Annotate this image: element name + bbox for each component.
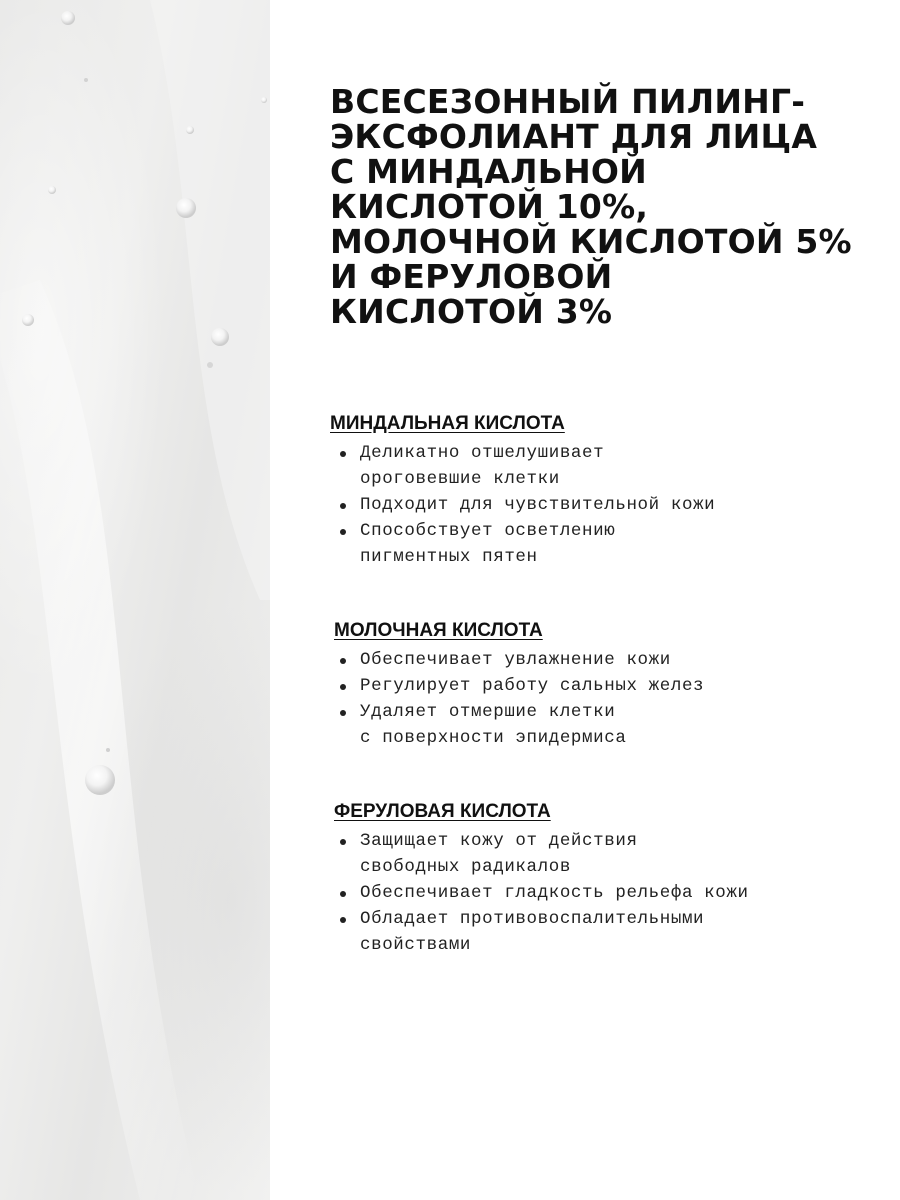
bullet-icon <box>340 891 346 897</box>
product-title <box>330 82 852 331</box>
title-line: КИСЛОТОЙ 3% <box>330 292 613 331</box>
section-lactic-acid <box>330 619 704 751</box>
benefit-list <box>330 440 715 570</box>
benefit-list <box>330 828 749 958</box>
title-line: КИСЛОТОЙ 10%, <box>330 187 649 226</box>
bullet-icon <box>340 917 346 923</box>
section-heading: МОЛОЧНАЯ КИСЛОТА <box>334 620 543 641</box>
list-item: Обладает противовоспалительными свойствами <box>330 906 749 958</box>
section-ferulic-acid <box>330 800 749 958</box>
title-line: С МИНДАЛЬНОЙ <box>330 152 647 191</box>
title-line: И ФЕРУЛОВОЙ <box>330 257 613 296</box>
list-item: Регулирует работу сальных желез <box>330 673 704 699</box>
list-item: Обеспечивает гладкость рельефа кожи <box>330 880 749 906</box>
benefit-list <box>330 647 704 751</box>
bullet-icon <box>340 451 346 457</box>
list-item: Защищает кожу от действия свободных радикалов <box>330 828 749 880</box>
list-item: Обеспечивает увлажнение кожи <box>330 647 704 673</box>
product-description <box>330 82 870 955</box>
bullet-icon <box>340 658 346 664</box>
list-item: Способствует осветлению пигментных пятен <box>330 518 715 570</box>
bullet-icon <box>340 839 346 845</box>
product-texture-photo <box>0 0 270 1200</box>
bullet-icon <box>340 710 346 716</box>
section-heading: МИНДАЛЬНАЯ КИСЛОТА <box>330 413 565 434</box>
bullet-icon <box>340 684 346 690</box>
section-heading: ФЕРУЛОВАЯ КИСЛОТА <box>334 801 551 822</box>
bullet-icon <box>340 503 346 509</box>
list-item: Удаляет отмершие клетки с поверхности эпидермиса <box>330 699 704 751</box>
title-line: ВСЕСЕЗОННЫЙ ПИЛИНГ- <box>330 82 806 121</box>
list-item: Подходит для чувствительной кожи <box>330 492 715 518</box>
title-line: МОЛОЧНОЙ КИСЛОТОЙ 5% <box>330 222 852 261</box>
bullet-icon <box>340 529 346 535</box>
title-line: ЭКСФОЛИАНТ ДЛЯ ЛИЦА <box>330 117 818 156</box>
section-mandelic-acid <box>330 412 715 570</box>
list-item: Деликатно отшелушивает ороговевшие клетки <box>330 440 715 492</box>
serum-droplets-image <box>0 0 270 1200</box>
